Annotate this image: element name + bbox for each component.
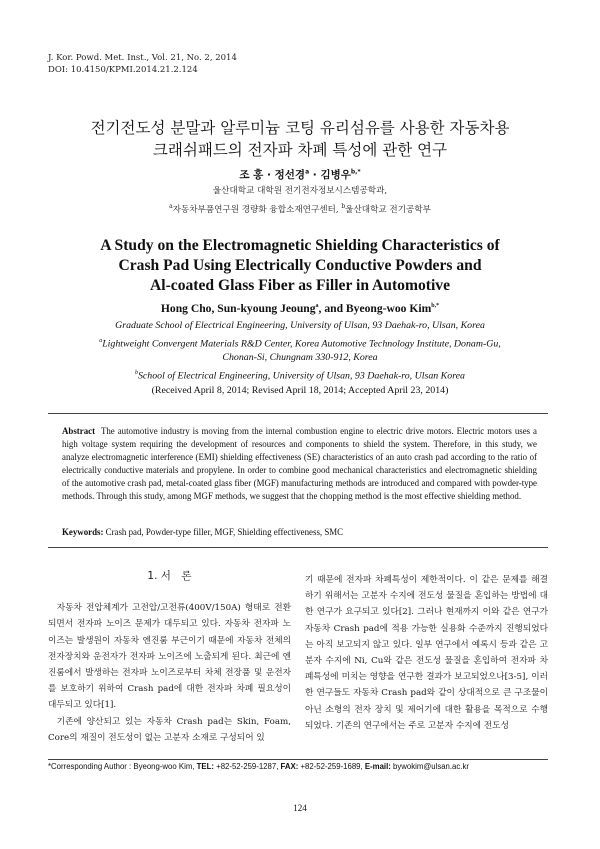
english-title-line3: Al-coated Glass Fiber as Filler in Automotive: [149, 277, 450, 294]
keywords-label: Keywords:: [62, 527, 104, 537]
journal-header: [48, 52, 237, 76]
author-separator: ·: [309, 169, 321, 181]
abstract-top-rule: [48, 413, 548, 414]
english-affiliation-3: $^b$School of Electrical Engineering, University of Ulsan, 93 Daehak-ro, Ulsan Korea: [134, 369, 465, 382]
korean-author-1: 조 홍: [239, 169, 264, 181]
english-affiliation-2: $^a$Lightweight Convergent Materials R&D Center, Korea Automotive Technology Institute, Donam-Gu,: [99, 337, 501, 349]
journal-citation: J. Kor. Powd. Met. Inst., Vol. 21, No. 2, 2014: [48, 53, 237, 63]
abstract-bottom-rule: [48, 547, 548, 548]
english-title-line1: A Study on the Electromagnetic Shielding Characteristics of: [100, 237, 500, 254]
keywords: [62, 527, 537, 537]
body-paragraph: 자동차 전압체계가 고전압/고전류(400V/150A) 형태로 전환되면서 전자파 노이즈 문제가 대두되고 있다. 자동차 전자파 노이즈는 발생원이 자동차 엔진룸 부근이기 때문에 자동차 전체의 전자장치와 운전자가 전자파 노이즈에 노출되게 된다. 최근에 엔진룸에서 발생하는 전자파 노이즈로부터 차체 전장품 및 운전자를 보호하기 위하여 Crash pad에 대한 전자파 차폐 필요성이 대두되고 있다[1].: [48, 603, 291, 711]
english-affiliations: [0, 319, 600, 398]
korean-author-3: 김병우: [320, 169, 351, 181]
korean-title-line1: 전기전도성 분말과 알루미늄 코팅 유리섬유를 사용한 자동차용: [90, 119, 510, 137]
footnote-rule: [48, 759, 548, 760]
english-authors: Hong Cho, Sun-kyoung Jeoung$^a$, and Byeong-woo Kim$^{b,*}$: [160, 302, 440, 315]
korean-affiliation-2: $^a$자동차부품연구원 경량화 융합소재연구센터, $^b$울산대학교 전기공학부: [169, 203, 431, 215]
page-number: 124: [293, 803, 307, 813]
english-affiliation-2b: Chonan-Si, Chungnam 330-912, Korea: [222, 352, 378, 364]
korean-title: [0, 117, 600, 161]
english-affiliation-1: Graduate School of Electrical Engineering, University of Ulsan, 93 Daehak-ro, Ulsan, Korea: [115, 320, 485, 331]
english-title: [0, 236, 600, 296]
body-paragraph: 기 때문에 전자파 차폐특성이 제한적이다. 이 같은 문제를 해결하기 위해서는 고분자 수지에 전도성 물질을 혼입하는 방법에 대한 연구가 요구되고 있다[2]. 그러나 현재까지 이와 같은 연구가 자동차 Crash pad에 적용 가능한 실용화 수준까지 진행되었다는 아직 보고되지 않고 있다. 일부 연구에서 예록시 등과 같은 고분자 수지에 Ni, Cu와 같은 전도성 물질을 혼입하여 전자파 차폐특성에 미치는 영향을 연구한 결과가 보고되었으나[3-5], 이러한 연구들도 자동차 Crash pad와 같이 상대적으로 큰 구조물이 아닌 소형의 전자 장치 및 제어기에 대한 활용을 목적으로 수행되었다. 기존의 연구에서는 주로 고분자 수지에 전도성: [305, 575, 548, 731]
body-left-column: [48, 568, 291, 746]
section-title: 1. 서 론: [147, 570, 192, 582]
affiliation-mark: b,*: [350, 168, 361, 176]
journal-doi: DOI: 10.4150/KPMI.2014.21.2.124: [48, 65, 198, 75]
body-right-column: [305, 572, 548, 734]
korean-affiliation-1: 울산대학교 대학원 전기전자정보시스템공학과,: [212, 186, 388, 196]
corresponding-author-footnote: *Corresponding Author : Byeong-woo Kim, TEL: +82-52-259-1287, FAX: +82-52-259-1689, E-mail: bywokim@ulsan.ac.kr: [48, 762, 469, 771]
korean-title-line2: 크래쉬패드의 전자파 차폐 특성에 관한 연구: [152, 141, 448, 159]
keywords-text: Crash pad, Powder-type filler, MGF, Shielding effectiveness, SMC: [105, 527, 344, 537]
korean-authors: [0, 167, 600, 182]
english-title-line2: Crash Pad Using Electrically Conductive Powders and: [118, 257, 482, 274]
abstract: [62, 425, 537, 504]
korean-affiliations: [0, 184, 600, 218]
abstract-text: The automotive industry is moving from the internal combustion engine to electric drive motors. Electric motors uses a high voltage system requiring the development of resources and components to shield the system. Therefore, in this study, we analyze electromagnetic interference (EMI) shielding effectiveness (SE) characteristics of an auto crash pad according to the ratio of electrically conductive materials and propylene. In order to combine good mechanical characteristics and electromagnetic shielding of the automotive crash pad, metal-coated glass fiber (MGF) manufacturing methods are introduced and compared with powder-type methods. Through this study, among MGF methods, we suggest that the chopping method is the most effective shielding method.: [62, 426, 537, 502]
affiliation-mark: a: [305, 168, 310, 176]
body-paragraph: 기존에 양산되고 있는 자동차 Crash pad는 Skin, Foam, Core의 재질이 전도성이 없는 고분자 소재로 구성되어 있: [48, 716, 291, 743]
korean-author-2: 정선경: [274, 169, 306, 181]
author-separator: ·: [263, 169, 275, 181]
abstract-label: Abstract: [62, 426, 96, 436]
received-dates: (Received April 8, 2014; Revised April 18, 2014; Accepted April 23, 2014): [151, 384, 449, 396]
